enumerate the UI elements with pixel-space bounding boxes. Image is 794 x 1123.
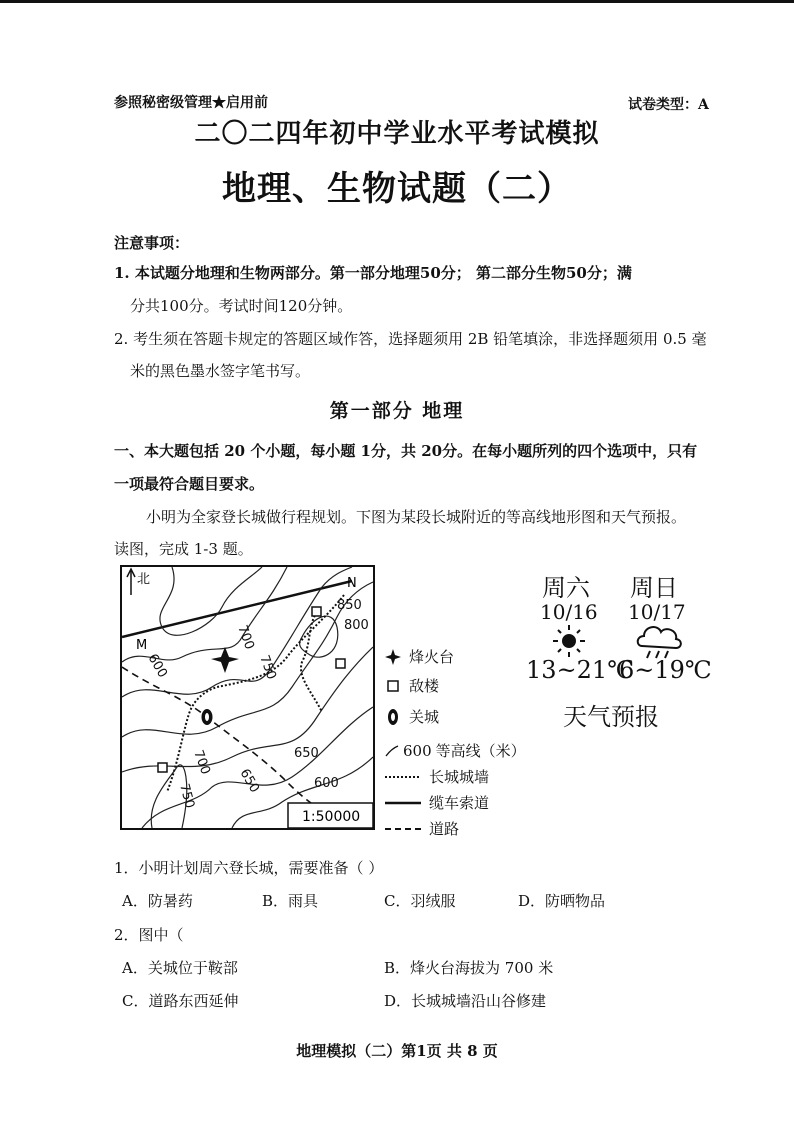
map-label-n: N [347,576,357,591]
question-stem-line-2: 读图，完成 1-3 题。 [114,540,253,558]
tower-icon [158,763,167,772]
question-1-option-d: D．防晒物品 [518,892,606,910]
legend-cable-label: 缆车索道 [429,794,490,812]
rain-cloud-icon [634,622,684,660]
notes-item-2-line-2: 米的黑色墨水签字笔书写。 [130,362,311,380]
contour-label: 700 [190,748,213,777]
tower-icon [385,678,401,694]
notes-item-1-line-2: 分共100分。考试时间120分钟。 [130,297,353,315]
tower-icon [312,607,321,616]
section-title: 第一部分 地理 [329,400,465,422]
notes-item-2-line-1: 2. 考生须在答题卡规定的答题区域作答，选择题须用 2B 铅笔填涂，非选择题须用 0.5 毫 [114,330,707,348]
contour-label: 600 [144,651,170,681]
legend-contour-label: 等高线（米） [435,742,526,760]
notes-item-1-line-1: 1. 本试题分地理和生物两部分。第一部分地理50分； 第二部分生物50分；满 [114,264,632,282]
exam-subtitle: 二〇二四年初中学业水平考试模拟 [194,119,600,149]
wall-line-icon [385,772,421,782]
legend-wall-label: 长城城墙 [429,768,490,786]
beacon-icon [385,649,401,665]
contour-label: 850 [337,598,362,613]
weather-temp-2: 6~19℃ [619,656,712,684]
question-1-option-c: C．羽绒服 [384,892,456,910]
weather-temp-1: 13~21℃ [526,656,635,684]
notes-heading: 注意事项： [114,234,190,252]
map-label-m: M [136,638,148,653]
legend-beacon [385,646,454,667]
contour-label: 700 [234,623,257,652]
section-intro-line-1: 一、本大题包括 20 个小题，每小题 1分，共 20分。在每小题所列的四个选项中，只有 [114,442,698,460]
legend-pass-label: 关城 [409,708,440,726]
question-1: 1．小明计划周六登长城，需要准备（ ） [114,859,384,877]
legend-road [385,818,459,839]
tower-icon [336,659,345,668]
weather-day-2: 周日 [630,574,678,602]
weather-date-2: 10/17 [628,600,686,624]
legend-beacon-label: 烽火台 [409,648,455,666]
contour-line-icon [385,744,399,758]
weather-caption: 天气预报 [563,703,659,731]
legend-pass [385,706,439,727]
legend-wall [385,766,489,787]
question-2-option-b: B．烽火台海拔为 700 米 [384,959,554,977]
contour-map [120,565,375,830]
legend-contour-value: 600 [403,741,432,760]
legend-tower [385,675,439,696]
page-footer: 地理模拟（二）第1页 共 8 页 [296,1042,498,1060]
beacon-icon [211,647,239,673]
top-border [0,0,794,3]
question-1-option-b: B．雨具 [262,892,319,910]
exam-title: 地理、生物试题（二） [222,169,572,209]
question-2-option-d: D．长城城墙沿山谷修建 [384,992,547,1010]
pass-icon [385,708,401,726]
road-line-icon [385,824,421,834]
legend-tower-label: 敌楼 [409,677,440,695]
question-1-option-a: A．防暑药 [122,892,193,910]
question-stem-line-1: 小明为全家登长城做行程规划。下图为某段长城附近的等高线地形图和天气预报。 [146,508,687,526]
legend-contour [385,740,526,761]
weather-date-1: 10/16 [540,600,598,624]
contour-label: 800 [344,618,369,633]
paper-type: 试卷类型：A [628,97,709,113]
map-scale: 1:50000 [302,809,361,825]
legend-cable [385,792,489,813]
contour-label: 650 [294,746,319,761]
secret-label: 参照秘密级管理★启用前 [114,95,268,111]
question-2-option-c: C．道路东西延伸 [122,992,239,1010]
contour-label: 750 [256,653,279,682]
section-intro-line-2: 一项最符合题目要求。 [114,475,265,493]
cable-line-icon [385,798,421,808]
contour-label: 600 [314,776,339,791]
question-2: 2．图中（ [114,926,184,944]
contour-label: 750 [176,782,198,811]
great-wall-branch [301,612,322,712]
legend-road-label: 道路 [429,820,460,838]
weather-day-1: 周六 [542,574,590,602]
north-label: 北 [137,572,151,587]
question-2-option-a: A．关城位于鞍部 [122,959,238,977]
contour-label: 650 [236,766,262,796]
contour-map-figure [122,567,373,828]
sunny-icon [552,624,586,658]
